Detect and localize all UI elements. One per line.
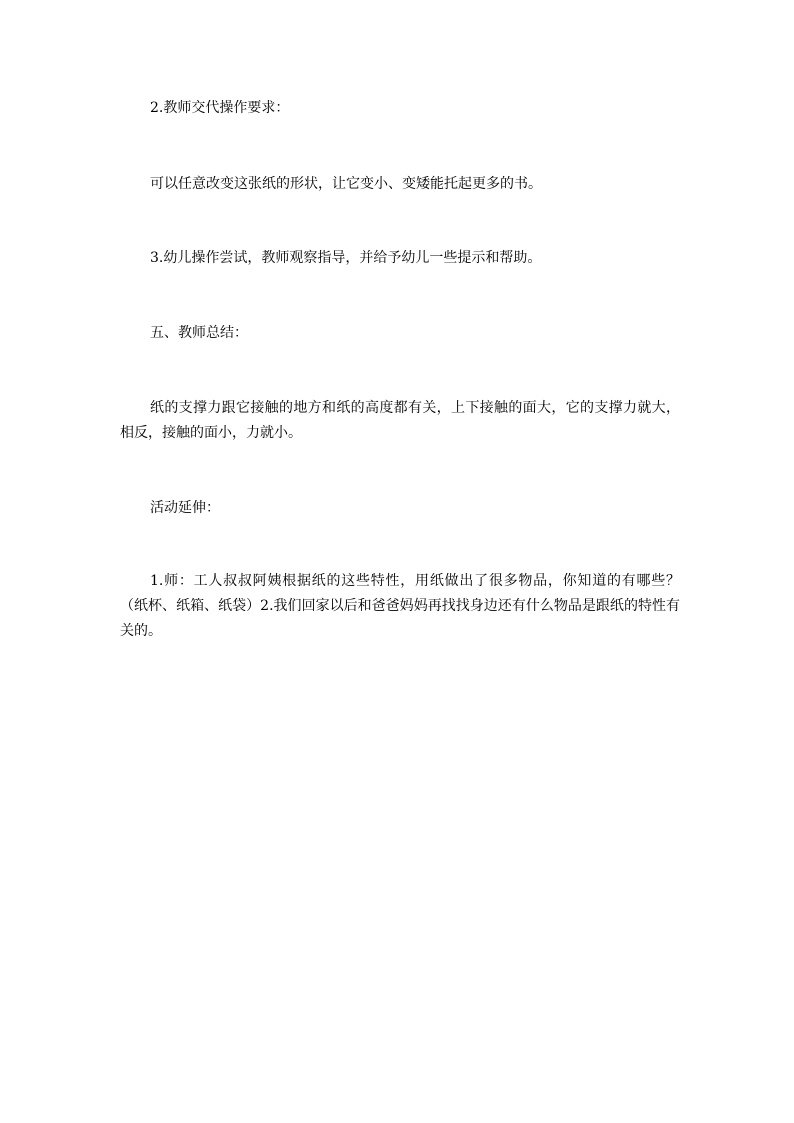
paragraph-child-operation: 3.幼儿操作尝试，教师观察指导，并给予幼儿一些提示和帮助。: [150, 250, 542, 266]
paragraph-activity-extension-heading: 活动延伸：: [150, 500, 220, 516]
paragraph-teacher-summary: 纸的支撑力跟它接触的地方和纸的高度都有关，上下接触的面大，它的支撑力就大，相反，接触的面小，力就小。: [120, 400, 680, 441]
paragraph-activity-extension: 1.师：工人叔叔阿姨根据纸的这些特性，用纸做出了很多物品，你知道的有哪些？（纸杯、纸箱、纸袋）2.我们回家以后和爸爸妈妈再找找身边还有什么物品是跟纸的特性有关的。: [120, 573, 680, 639]
paragraph-teacher-summary-heading: 五、教师总结：: [150, 325, 248, 341]
paragraph-operation-requirements-heading: 2.教师交代操作要求：: [150, 100, 290, 116]
paragraph-operation-requirements: 可以任意改变这张纸的形状，让它变小、变矮能托起更多的书。: [150, 176, 542, 192]
